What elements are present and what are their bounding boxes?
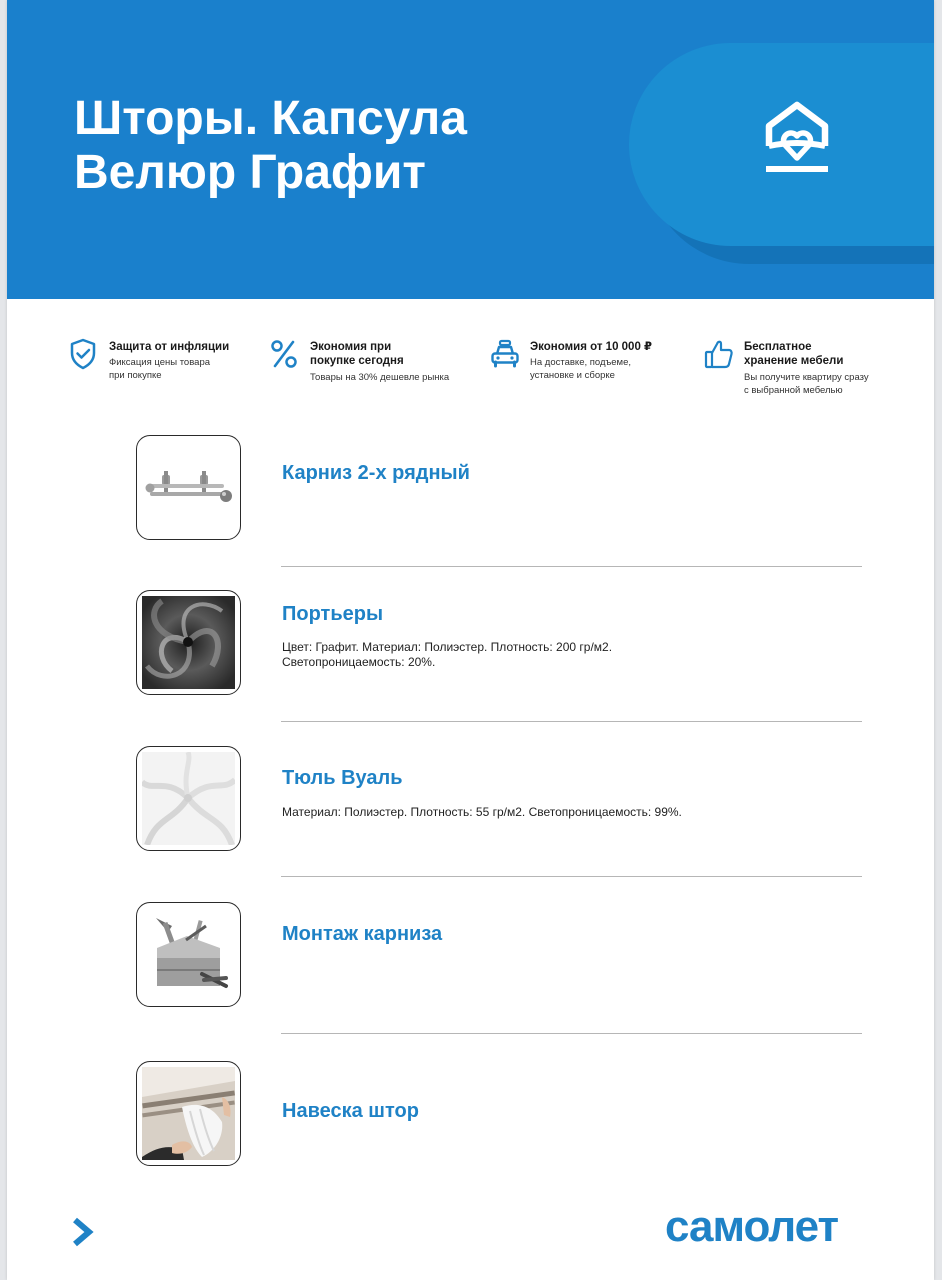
item-description: Материал: Полиэстер. Плотность: 55 гр/м2. Светопроницаемость: 99%. (282, 805, 682, 819)
page-title (74, 92, 594, 200)
curtain-rod-image (142, 441, 235, 534)
brand-logo: самолет (665, 1202, 839, 1251)
divider (281, 721, 862, 722)
feature-title: Бесплатное хранение мебели (744, 341, 844, 367)
document-page (7, 0, 934, 1280)
item-title: Навеска штор (282, 1100, 419, 1122)
item-title: Тюль Вуаль (282, 767, 403, 789)
house-heart-icon (762, 100, 832, 178)
page-title-line: Велюр Графит (74, 146, 426, 199)
item-title: Карниз 2-х рядный (282, 462, 470, 484)
product-image-portieres (136, 590, 241, 695)
white-voile-image (142, 752, 235, 845)
page-title-line: Шторы. Капсула (74, 92, 467, 145)
item-title: Портьеры (282, 603, 384, 625)
feature-text: Товары на 30% дешевле рынка (310, 372, 450, 383)
hanging-curtains-photo (142, 1067, 235, 1160)
product-image-hanging (136, 1061, 241, 1166)
header-banner (7, 0, 934, 299)
divider (281, 876, 862, 877)
shield-check-icon (69, 338, 97, 370)
feature-text: На доставке, подъеме, установке и сборке (530, 357, 631, 381)
feature-title: Защита от инфляции (109, 341, 230, 353)
feature-text: Вы получите квартиру сразу с выбранной мебелью (744, 372, 869, 396)
feature-title: Экономия при покупке сегодня (310, 341, 404, 367)
divider (281, 1033, 862, 1034)
product-image-curtain-rod (136, 435, 241, 540)
product-image-voile (136, 746, 241, 851)
percent-icon (270, 338, 298, 370)
divider (281, 566, 862, 567)
feature-title: Экономия от 10 000 ₽ (530, 341, 653, 353)
graphite-fabric-image (142, 596, 235, 689)
product-image-toolbox (136, 902, 241, 1007)
item-description: Цвет: Графит. Материал: Полиэстер. Плотность: 200 гр/м2. Светопроницаемость: 20%. (282, 640, 613, 669)
thumbs-up-icon (704, 338, 734, 370)
chevron-right-icon[interactable] (72, 1217, 94, 1247)
feature-text: Фиксация цены товара при покупке (109, 357, 211, 381)
car-icon (490, 338, 520, 370)
toolbox-image (142, 908, 235, 1001)
item-title: Монтаж карниза (282, 923, 443, 945)
